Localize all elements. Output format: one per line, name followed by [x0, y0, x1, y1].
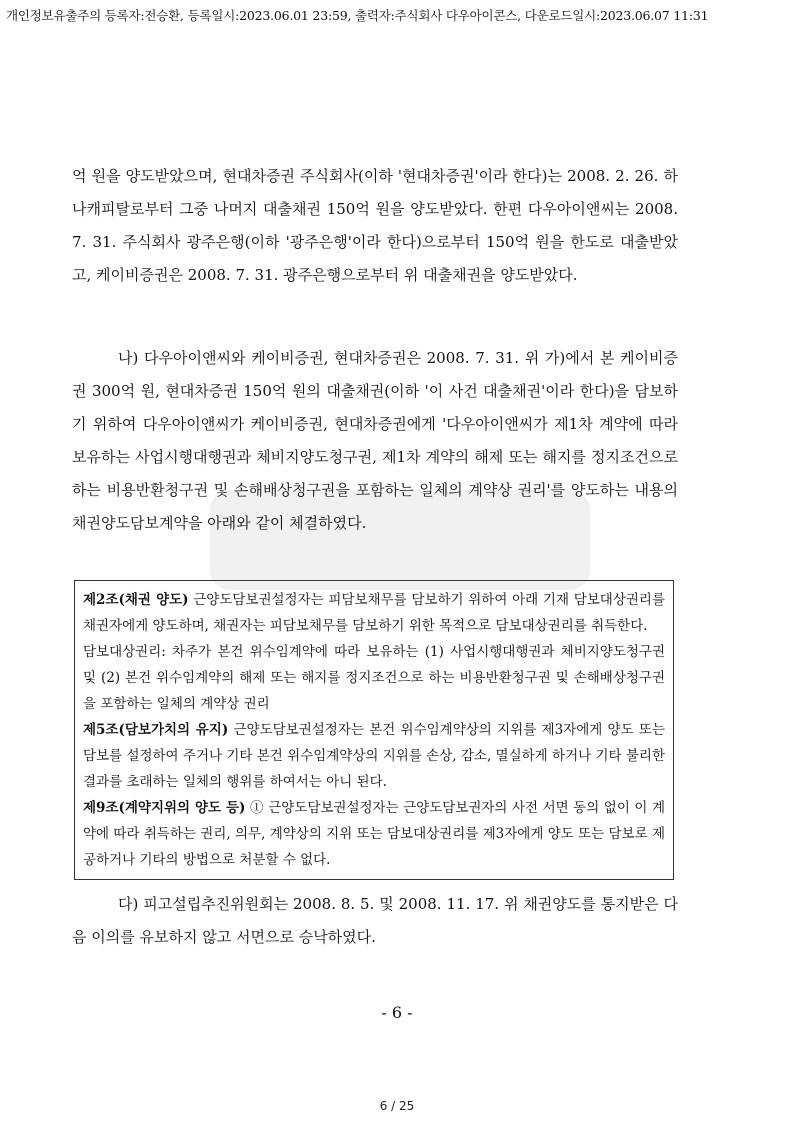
- clause-2-text: 근양도담보권설정자는 피담보채무를 담보하기 위하여 아래 기재 담보대상권리를 채권자에게 양도하며, 채권자는 피담보채무를 담보하기 위한 목적으로 담보대상권리를 취득한다.: [83, 592, 665, 634]
- clause-9-title: 제9조(계약지위의 양도 등): [83, 800, 246, 816]
- clause-2-title: 제2조(채권 양도): [83, 592, 189, 608]
- clause-5-text: 근양도담보권설정자는 본건 위수임계약상의 지위를 제3자에게 양도 또는 담보를 설정하여 주거나 기타 본건 위수임계약상의 지위를 손상, 감소, 멸실하게 하거나 기타 불리한 결과를 초래하는 일체의 행위를 하여서는 아니 된다.: [83, 722, 665, 790]
- paragraph-2: 나) 다우아이앤씨와 케이비증권, 현대차증권은 2008. 7. 31. 위 가)에서 본 케이비증권 300억 원, 현대차증권 150억 원의 대출채권(이하 '이 사건 대출채권'이라 한다)을 담보하기 위하여 다우아이앤씨가 케이비증권, 현대차증권에게 '다우아이앤씨가 제1차 계약에 따라 보유하는 사업시행대행권과 체비지양도청구권, 제1차 계약의 해제 또는 해지를 정지조건으로 하는 비용반환청구권 및 손해배상청구권을 포함하는 일체의 계약상 권리'를 양도하는 내용의 채권양도담보계약을 아래와 같이 체결하였다.: [72, 349, 678, 532]
- document-header: 개인정보유출주의 등록자:전승환, 등록일시:2023.06.01 23:59, 출력자:주식회사 다우아이콘스, 다운로드일시:2023.06.07 11:31: [6, 8, 709, 23]
- clause-9: [83, 795, 665, 873]
- paragraph-3: 다) 피고설립추진위원회는 2008. 8. 5. 및 2008. 11. 17. 위 채권양도를 통지받은 다음 이의를 유보하지 않고 서면으로 승낙하였다.: [72, 895, 678, 946]
- clause-2: [83, 587, 665, 639]
- clause-9-text: ① 근양도담보권설정자는 근양도담보권자의 사전 서면 동의 없이 이 계약에 따라 취득하는 권리, 의무, 계약상의 지위 또는 담보대상권리를 제3자에게 양도 또는 담보로 제공하거나 기타의 방법으로 처분할 수 없다.: [83, 800, 665, 868]
- paragraph-1: 억 원을 양도받았으며, 현대차증권 주식회사(이하 '현대차증권'이라 한다)는 2008. 2. 26. 하나캐피탈로부터 그중 나머지 대출채권 150억 원을 양도받았다. 한편 다우아이앤씨는 2008. 7. 31. 주식회사 광주은행(이하 '광주은행'이라 한다)으로부터 150억 원을 한도로 대출받았고, 케이비증권은 2008. 7. 31. 광주은행으로부터 위 대출채권을 양도받았다.: [72, 167, 678, 284]
- target-rights: 담보대상권리: 차주가 본건 위수임계약에 따라 보유하는 (1) 사업시행대행권과 체비지양도청구권 및 (2) 본건 위수임계약의 해제 또는 해지를 정지조건으로 하는 비용반환청구권 및 손해배상청구권을 포함하는 일체의 계약상 권리: [83, 644, 665, 712]
- page-number: - 6 -: [381, 1003, 413, 1022]
- clause-5-title: 제5조(담보가치의 유지): [83, 722, 229, 738]
- clause-5: [83, 717, 665, 795]
- contract-clause-box: [74, 580, 674, 880]
- page-footer: 6 / 25: [379, 1099, 415, 1113]
